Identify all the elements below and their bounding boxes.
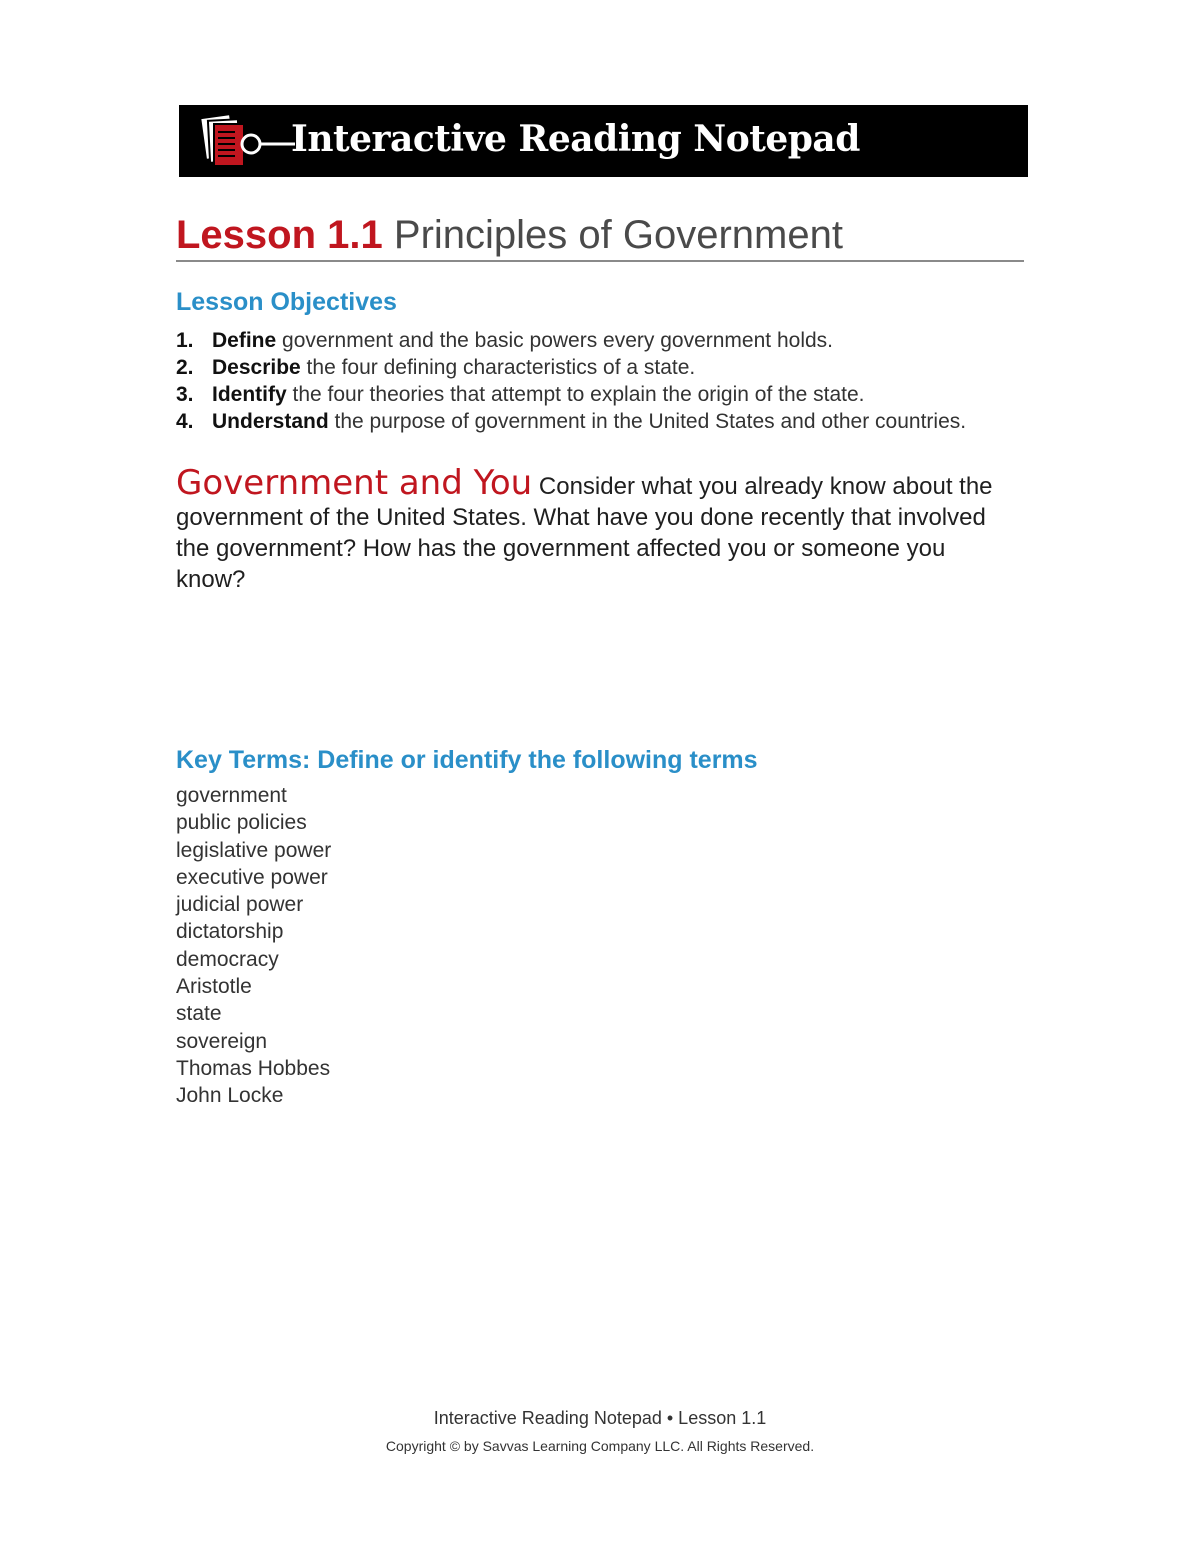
objective-verb: Identify (212, 383, 287, 406)
objective-verb: Describe (212, 356, 301, 379)
government-and-you-prompt: Consider what you already know about the government of the United States. What have you done recently that involved the government? How has the government affected you or someone you know? (176, 473, 993, 593)
objective-verb: Understand (212, 410, 329, 433)
objectives-list (176, 327, 996, 435)
header-banner (179, 105, 1028, 177)
key-term: government (176, 784, 287, 807)
objective-item (176, 354, 996, 381)
government-and-you-heading: Government and You (176, 463, 533, 503)
key-term: executive power (176, 865, 328, 889)
objective-number: 3. (176, 383, 194, 406)
objectives-heading: Lesson Objectives (176, 288, 397, 316)
objective-text: government and the basic powers every government holds. (276, 329, 833, 352)
objective-text: the four defining characteristics of a state. (300, 356, 696, 379)
key-term: legislative power (176, 838, 332, 862)
objective-item (176, 381, 996, 408)
objective-number: 4. (176, 410, 194, 433)
key-term: John Locke (176, 1084, 284, 1108)
key-terms-heading: Key Terms: Define or identify the following terms (176, 746, 758, 774)
footer-title: Interactive Reading Notepad • Lesson 1.1 (433, 1408, 767, 1428)
key-term: sovereign (176, 1029, 268, 1053)
objective-number: 1. (176, 329, 194, 352)
key-term: dictatorship (176, 920, 284, 944)
notepad-key-icon (197, 110, 297, 174)
objective-text: the purpose of government in the United States and other countries. (328, 410, 967, 433)
lesson-heading (176, 210, 1024, 262)
key-terms-list (176, 782, 331, 1110)
lesson-number: Lesson 1.1 (176, 213, 383, 257)
footer-copyright: Copyright © by Savvas Learning Company LLC. All Rights Reserved. (385, 1438, 815, 1454)
key-term: state (176, 1002, 222, 1026)
objective-number: 2. (176, 356, 194, 379)
lesson-title: Principles of Government (393, 213, 843, 257)
government-and-you-section (176, 464, 996, 595)
objective-verb: Define (212, 329, 277, 352)
objective-text: the four theories that attempt to explain the origin of the state. (286, 383, 865, 406)
banner-title: Interactive Reading Notepad (291, 118, 860, 160)
key-term: Aristotle (176, 975, 252, 999)
objective-item (176, 408, 996, 435)
key-term: democracy (176, 947, 279, 971)
key-term: judicial power (176, 893, 304, 917)
key-term: Thomas Hobbes (176, 1056, 331, 1080)
key-term: public policies (176, 811, 307, 835)
objective-item (176, 327, 996, 354)
